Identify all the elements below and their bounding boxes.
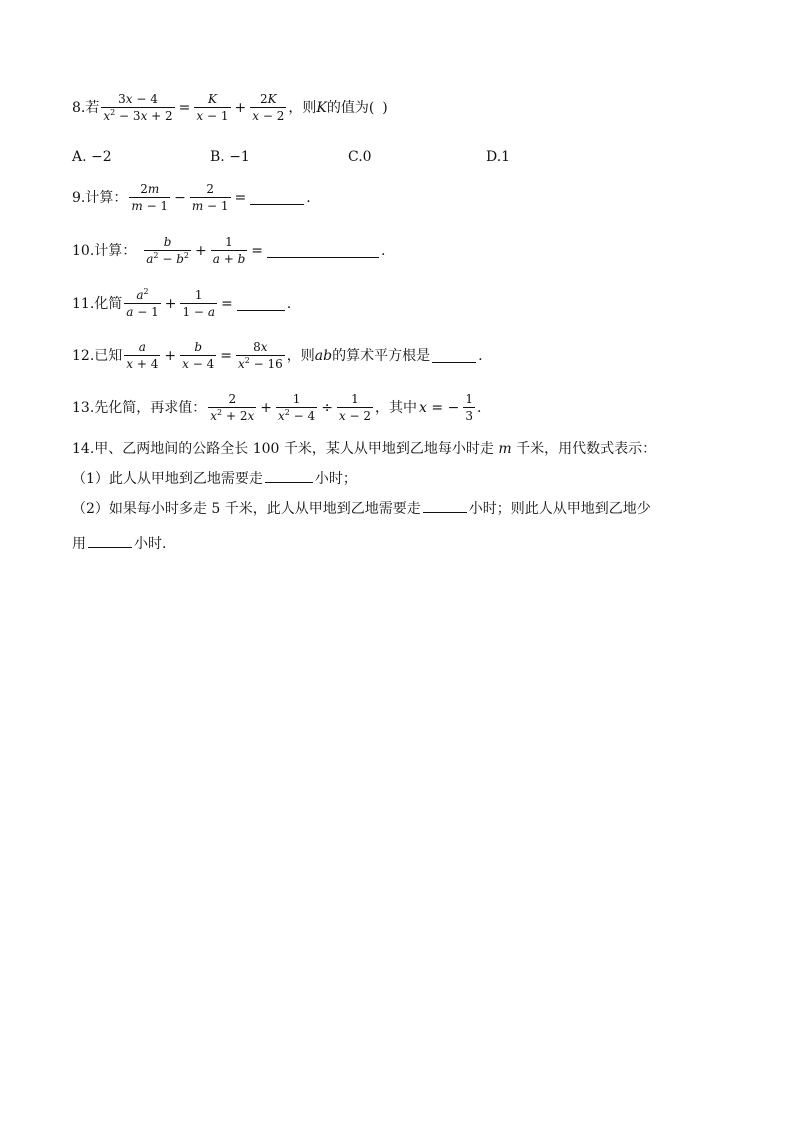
q9-end: .	[306, 189, 311, 206]
q14-p2-blank[interactable]	[423, 498, 467, 513]
q8-option-d: D.1	[486, 149, 511, 165]
q9-fraction-2: $\frac{2}{m - 1}$	[191, 182, 229, 213]
q8-option-a: A. −2	[72, 149, 112, 165]
question-14-part-1	[72, 464, 732, 494]
question-14-part-2	[72, 494, 732, 524]
q11-end: .	[286, 295, 292, 312]
q10-answer-blank[interactable]	[267, 243, 379, 258]
q12-fraction-1: $\frac{a}{x + 4}$	[126, 340, 159, 371]
q14-p3-text-2: 小时.	[134, 536, 167, 552]
q12-tail: ，则	[286, 347, 315, 364]
question-11: 11.化简 $\frac{a^2}{a - 1}$ + $\frac{1}{1 - a}$ = .	[72, 287, 292, 319]
q10-label: 10.计算：	[72, 242, 137, 259]
q13-x-value: $\frac{1}{3}$	[465, 392, 473, 423]
q13-fraction-2: $\frac{1}{x^2 - 4}$	[277, 392, 316, 423]
q13-label: 13.先化简，再求值：	[72, 399, 207, 416]
q10-end: .	[380, 242, 386, 259]
q14-p1-blank[interactable]	[265, 468, 313, 483]
q8-fraction-2k: $\frac{2K}{x - 2}$	[252, 92, 285, 123]
q12-label: 12.已知	[72, 347, 123, 364]
q13-fraction-3: $\frac{1}{x - 2}$	[338, 392, 372, 423]
q14-p3-text: 用	[72, 536, 86, 552]
q12-fraction-2: $\frac{b}{x - 4}$	[182, 340, 215, 371]
question-14-intro	[72, 434, 732, 464]
q10-fraction-1: $\frac{b}{a^2 - b^2}$	[146, 235, 189, 266]
q8-option-c: C.0	[348, 149, 372, 165]
question-13: 13.先化简，再求值： $\frac{2}{x^2 + 2x}$ + $\frac{1}{x^2 - 4}$ ÷ $\frac{1}{x - 2}$ ，其中 x = − $\frac{1}{3}$ .	[72, 392, 482, 423]
q10-fraction-2: $\frac{1}{a + b}$	[212, 235, 246, 266]
q13-end: .	[476, 399, 482, 416]
q14-p1-text-2: 小时；	[314, 471, 357, 487]
q8-tail2: 的值为(	[326, 99, 375, 116]
q11-label: 11.化简	[72, 295, 123, 312]
q11-fraction-2: $\frac{1}{1 - a}$	[182, 288, 215, 319]
question-8: 8.若 $\frac{3x - 4}{x^2 - 3x + 2}$ = $\frac{K}{x - 1}$ + $\frac{2K}{x - 2}$ ，则 K 的值为( )	[72, 92, 388, 123]
q14-var: m	[498, 441, 512, 457]
q14-p2-text: （2）如果每小时多走 5 千米，此人从甲地到乙地需要走	[72, 501, 421, 517]
q9-answer-blank[interactable]	[250, 190, 304, 205]
q12-tail2: 的算术平方根是	[332, 347, 431, 364]
q14-p3-blank[interactable]	[88, 533, 132, 548]
question-12: 12.已知 $\frac{a}{x + 4}$ + $\frac{b}{x - 4}$ = $\frac{8x}{x^2 - 16}$ ，则 ab 的算术平方根是 .	[72, 340, 483, 371]
q8-fraction-k: $\frac{K}{x - 1}$	[196, 92, 229, 123]
q14-p1-text: （1）此人从甲地到乙地需要走	[72, 471, 263, 487]
q8-label: 8.若	[72, 99, 100, 116]
q8-close: )	[382, 99, 388, 116]
question-14-part-3	[72, 529, 732, 559]
q13-tail: ，其中	[375, 399, 418, 416]
q8-var: K	[316, 99, 327, 116]
q13-fraction-1: $\frac{2}{x^2 + 2x}$	[210, 392, 255, 423]
question-10: 10.计算： $\frac{b}{a^2 - b^2}$ + $\frac{1}{a + b}$ = .	[72, 235, 386, 266]
q12-end: .	[478, 347, 483, 364]
q14-intro-text: 14.甲、乙两地间的公路全长 100 千米，某人从甲地到乙地每小时走	[72, 441, 494, 457]
question-9: 9.计算： $\frac{2m}{m - 1}$ − $\frac{2}{m - 1}$ = .	[72, 182, 311, 213]
q14-intro-text-2: 千米，用代数式表示：	[516, 441, 657, 457]
q9-fraction-1: $\frac{2m}{m - 1}$	[131, 182, 169, 213]
q8-fraction-left: $\frac{3x - 4}{x^2 - 3x + 2}$	[103, 92, 173, 123]
q12-fraction-3: $\frac{8x}{x^2 - 16}$	[237, 340, 283, 371]
q11-fraction-1: $\frac{a^2}{a - 1}$	[126, 287, 159, 319]
q14-p2-text-2: 小时；则此人从甲地到乙地少	[468, 501, 651, 517]
q8-option-b: B. −1	[210, 149, 250, 165]
q12-answer-blank[interactable]	[432, 348, 476, 363]
q8-tail: ，则	[288, 99, 317, 116]
q11-answer-blank[interactable]	[237, 296, 285, 311]
q9-label: 9.计算：	[72, 189, 128, 206]
q12-var: ab	[314, 347, 333, 364]
